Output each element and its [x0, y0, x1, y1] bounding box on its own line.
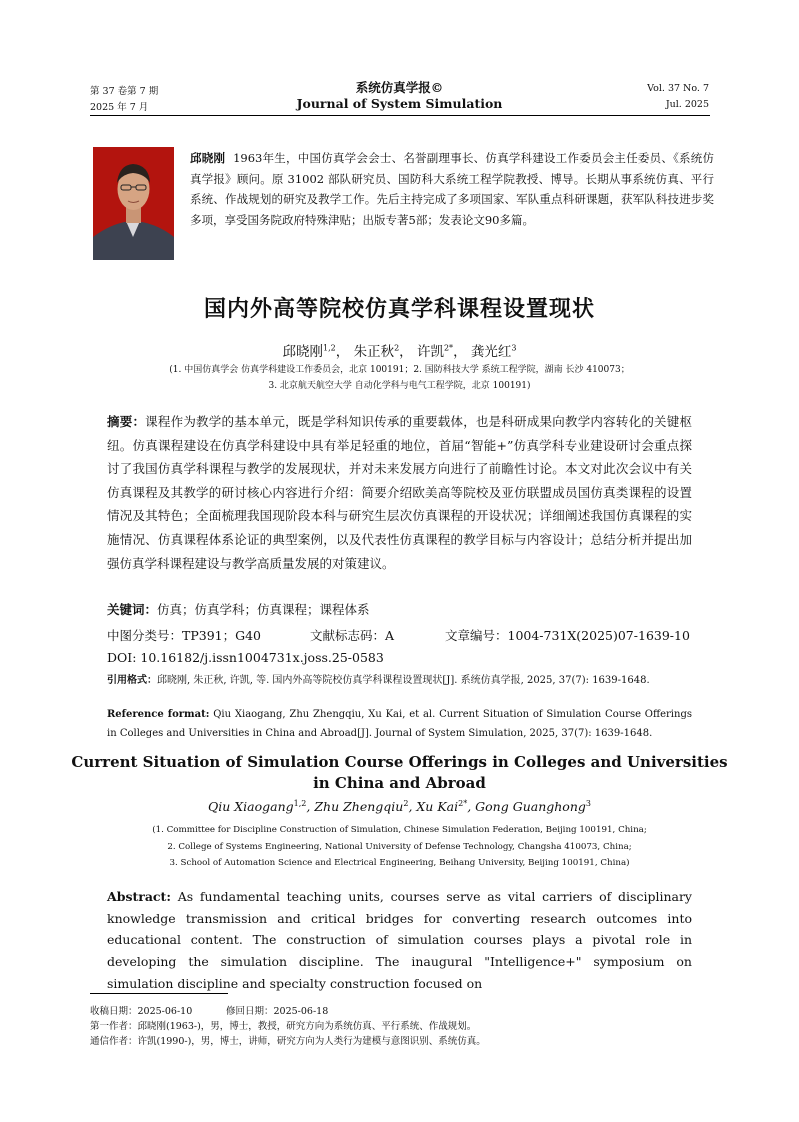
header-rule	[90, 115, 710, 116]
author-sup: 2*	[443, 343, 454, 353]
citation-en-label: Reference format:	[107, 709, 210, 720]
volume-issue: 第 37 卷第 7 期	[90, 86, 159, 97]
author-sup-en: 3	[585, 799, 591, 808]
citation-cn-label: 引用格式：	[107, 675, 157, 686]
corresponding-author-note: 通信作者：许凯(1990-)，男，博士，讲师，研究方向为人类行为建模与意图识别、系统仿真。	[90, 1036, 486, 1047]
abstract-en	[107, 886, 692, 995]
journal-name-en: Journal of System Simulation	[296, 96, 503, 111]
affiliation-en-line3: 3. School of Automation Science and Electrical Engineering, Beihang University, Beijing 100191, China)	[169, 858, 630, 868]
author-name: 龚光红	[470, 344, 512, 360]
citation-cn	[107, 671, 692, 690]
affiliation-en-line1: (1. Committee for Discipline Construction of Simulation, Chinese Simulation Federation, Beijing 100191, China;	[152, 825, 647, 835]
footnote-rule	[90, 993, 228, 994]
first-author-note: 第一作者：邱晓刚(1963-)，男，博士，教授，研究方向为系统仿真、平行系统、作战规划。	[90, 1021, 477, 1032]
author-bio	[190, 148, 714, 230]
affiliation-cn-line2: 3. 北京航天航空大学 自动化学科与电气工程学院，北京 100191)	[268, 381, 531, 391]
author-sup-en: 2	[403, 799, 409, 808]
author-sup: 2	[394, 343, 400, 353]
author-name: 朱正秋	[353, 344, 395, 360]
title-en-line2: in China and Abroad	[313, 774, 486, 792]
abstract-en-text: As fundamental teaching units, courses serve as vital carriers of disciplinary knowledge transmission and critical bridges for converting research outcomes into educational content. The construction of simulation courses plays a pivotal role in developing the simulation discipline. The inaugural "Intelligence+" symposium on simulation discipline and specialty construction focused on	[107, 889, 692, 991]
paper-title-cn: 国内外高等院校仿真学科课程设置现状	[203, 296, 595, 322]
volume-issue-en: Vol. 37 No. 7	[647, 83, 709, 94]
document-code: 文献标志码：A	[310, 628, 395, 643]
doi: DOI: 10.16182/j.issn1004731x.joss.25-0583	[107, 650, 384, 665]
author-name-en: Zhu Zhengqiu	[314, 799, 404, 815]
author-list-en: Qiu Xiaogang$^{1,2}$, Zhu Zhengqiu$^2$, Xu Kai$^{2*}$, Gong Guanghong$^3$	[208, 799, 591, 815]
issue-date-en: Jul. 2025	[665, 99, 709, 110]
affiliation-en-line2: 2. College of Systems Engineering, National University of Defense Technology, Changsha 410073, China;	[167, 842, 632, 852]
author-name: 许凯	[416, 344, 444, 360]
author-sup: 3	[511, 343, 517, 353]
author-list-cn: 邱晓刚$^{1,2}$， 朱正秋$^2$， 许凯$^{2*}$， 龚光红$^3$	[282, 343, 517, 360]
bio-name: 邱晓刚	[190, 151, 226, 165]
author-sup-en: 2*	[458, 799, 468, 808]
revised-date: 修回日期：2025-06-18	[226, 1006, 329, 1017]
keywords-text: 仿真；仿真学科；仿真课程；课程体系	[157, 602, 370, 617]
abstract-cn-label: 摘要：	[107, 414, 146, 429]
title-en-line1: Current Situation of Simulation Course Offerings in Colleges and Universities	[71, 753, 728, 771]
citation-en-text: Qiu Xiaogang, Zhu Zhengqiu, Xu Kai, et al. Current Situation of Simulation Course Offerings in Colleges and Universities in China and Abroad[J]. Journal of System Simulation, 2025, 37(7): 1639-1648.	[107, 709, 692, 739]
abstract-en-label: Abstract:	[107, 889, 171, 904]
bio-text: 1963年生，中国仿真学会会士、名誉副理事长、仿真学科建设工作委员会主任委员、《系统仿真学报》顾问。原 31002 部队研究员、国防科大系统工程学院教授、博导。长期从事系统仿真、平行系统、作战规划的研究及教学工作。先后主持完成了多项国家、军队重点科研课题，获军队科技进步奖多项，享受国务院政府特殊津贴；出版专著5部；发表论文90多篇。	[190, 151, 715, 227]
article-number: 文章编号：1004-731X(2025)07-1639-10	[445, 628, 690, 643]
author-name: 邱晓刚	[282, 344, 324, 360]
author-name-en: Xu Kai	[416, 799, 459, 815]
author-photo	[93, 147, 174, 260]
paper-title-en	[0, 752, 799, 794]
received-date: 收稿日期：2025-06-10	[90, 1006, 193, 1017]
affiliation-cn-line1: (1. 中国仿真学会 仿真学科建设工作委员会，北京 100191；2. 国防科技大学 系统工程学院，湖南 长沙 410073；	[169, 365, 630, 375]
citation-en	[107, 705, 692, 743]
author-name-en: Qiu Xiaogang	[208, 799, 294, 815]
clc-number: 中图分类号：TP391；G40	[107, 628, 261, 643]
citation-cn-text: 邱晓刚, 朱正秋, 许凯, 等. 国内外高等院校仿真学科课程设置现状[J]. 系统仿真学报, 2025, 37(7): 1639-1648.	[157, 675, 650, 686]
author-sup: 1,2	[323, 343, 336, 353]
author-name-en: Gong Guanghong	[475, 799, 586, 815]
issue-date-cn: 2025 年 7 月	[90, 102, 149, 113]
keywords-label: 关键词：	[107, 602, 158, 617]
author-sup-en: 1,2	[293, 799, 307, 808]
journal-name-cn: 系统仿真学报©	[355, 80, 444, 95]
keywords-cn	[107, 600, 370, 618]
abstract-cn	[107, 410, 692, 575]
abstract-cn-text: 课程作为教学的基本单元，既是学科知识传承的重要载体，也是科研成果向教学内容转化的关键枢纽。仿真课程建设在仿真学科建设中具有举足轻重的地位，首届“智能+”仿真学科专业建设研讨会重点探讨了我国仿真学科课程与教学的发展现状，并对未来发展方向进行了前瞻性讨论。本文对此次会议中有关仿真课程及其教学的研讨核心内容进行介绍：简要介绍欧美高等院校及亚仿联盟成员国仿真类课程的设置情况及其特色；全面梳理我国现阶段本科与研究生层次仿真课程的开设状况；详细阐述我国仿真课程的实施情况、仿真课程体系论证的典型案例，以及代表性仿真课程的教学目标与内容设计；总结分析并提出加强仿真学科课程建设与教学高质量发展的对策建议。	[107, 414, 692, 571]
